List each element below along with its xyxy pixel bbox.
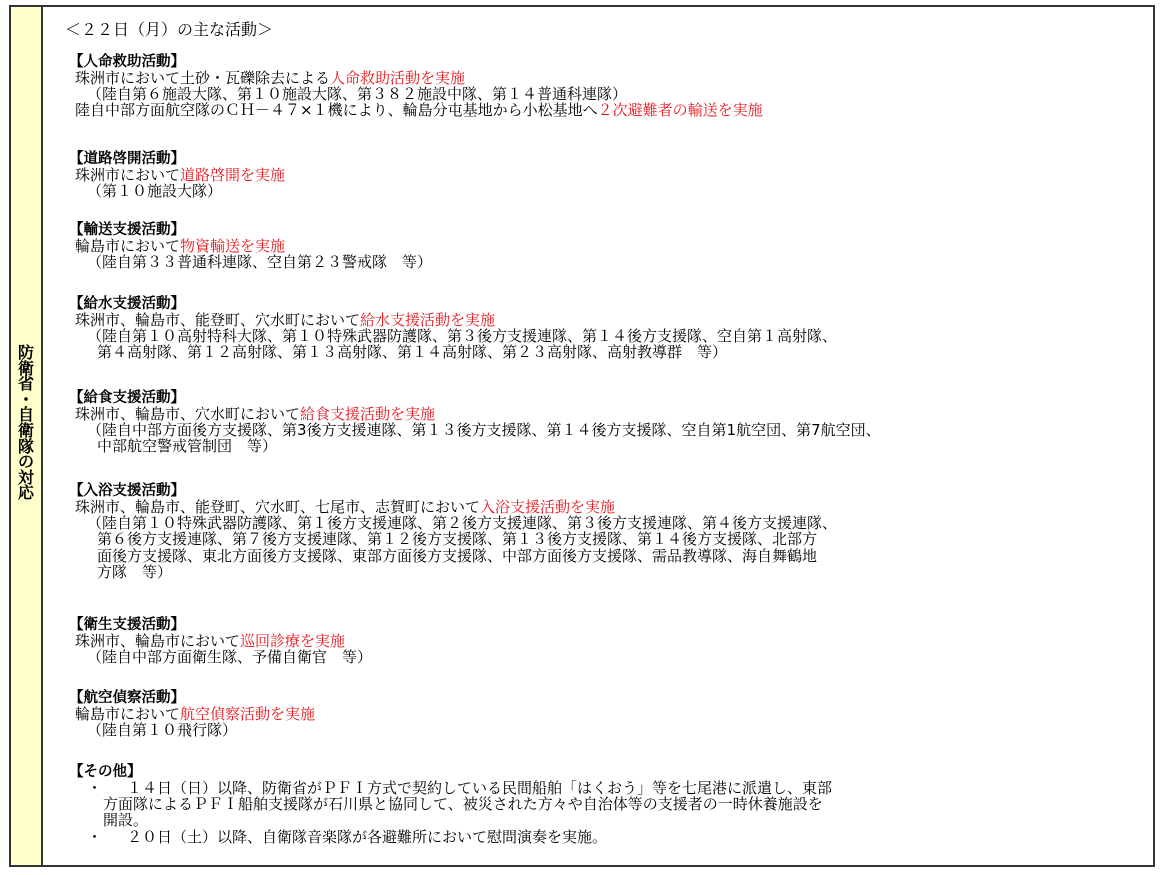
section-title: 【衛生支援活動】 (69, 617, 185, 633)
section-food-supply (69, 390, 881, 455)
side-label-char: 自 (17, 405, 34, 425)
section-other (69, 764, 832, 845)
content-area (43, 7, 1153, 865)
unit-line: （陸自中部方面後方支援隊、第3後方支援連隊、第１３後方支援隊、第１４後方支援隊、空自第1航空団、第7航空団、 (87, 421, 881, 440)
bullet-marker: ・ (87, 827, 103, 846)
section-title: 【給食支援活動】 (69, 390, 185, 406)
line-text: 珠洲市において土砂・瓦礫除去による (75, 69, 331, 87)
bullet-item (87, 780, 832, 829)
line-highlight: 入浴支援活動を実施 (480, 498, 616, 516)
section-aerial-reconnaissance (69, 690, 315, 738)
section-title: 【航空偵察活動】 (69, 690, 185, 706)
line-highlight: 給水支援活動を実施 (360, 311, 496, 329)
section-rescue (69, 54, 763, 119)
unit-line: （第１０施設大隊） (87, 182, 223, 201)
line-text: 珠洲市、輪島市、穴水町において (75, 405, 301, 423)
bullet-item (87, 829, 832, 845)
section-title: 【その他】 (69, 764, 142, 780)
section-line (75, 102, 763, 118)
section-line (75, 633, 372, 649)
section-line (75, 238, 432, 254)
side-label-char: の (17, 452, 34, 472)
bullet-line: 開設。 (103, 811, 149, 830)
side-label-char: 防 (17, 343, 34, 362)
line-highlight: 道路啓開を実施 (180, 166, 286, 184)
unit-line: 面後方支援隊、東北方面後方支援隊、東部方面後方支援隊、中部方面後方支援隊、需品教導隊、海自舞鶴地 (97, 546, 818, 565)
side-label-char: 対 (17, 467, 34, 487)
side-label-char: 衛 (17, 420, 34, 440)
section-transport (69, 222, 432, 270)
line-highlight: 人命救助活動を実施 (330, 69, 466, 87)
side-label-char: 省 (17, 374, 34, 394)
side-label (11, 345, 41, 501)
side-label-panel (11, 7, 43, 865)
line-highlight: ２次避難者の輸送を実施 (597, 101, 763, 120)
section-title: 【給水支援活動】 (69, 296, 185, 312)
unit-line: （陸自第６施設大隊、第１０施設大隊、第３８２施設中隊、第１４普通科連隊） (87, 85, 628, 104)
unit-line: （陸自中部方面衛生隊、予備自衛官 等） (87, 648, 373, 667)
unit-line: 第４高射隊、第１２高射隊、第１３高射隊、第１４高射隊、第２３高射隊、高射教導群 等） (97, 343, 728, 362)
line-text: 珠洲市において (75, 166, 181, 184)
bullet-line: ２０日（土）以降、自衛隊音楽隊が各避難所において慰問演奏を実施。 (127, 827, 608, 846)
section-line (75, 70, 763, 86)
line-text: 輪島市において (75, 705, 181, 723)
unit-line: （陸自第３３普通科連隊、空自第２３警戒隊 等） (87, 253, 433, 272)
section-line (75, 312, 837, 328)
section-water-supply (69, 296, 837, 361)
section-title: 【入浴支援活動】 (69, 483, 185, 499)
bullet-marker: ・ (87, 779, 103, 797)
line-highlight: 物資輸送を実施 (180, 237, 286, 255)
side-label-char: 応 (17, 483, 34, 503)
section-title: 【輸送支援活動】 (69, 222, 185, 238)
unit-line: （陸自第１０飛行隊） (87, 721, 238, 740)
side-label-char: 隊 (17, 436, 34, 456)
unit-line: 第６後方支援連隊、第７後方支援連隊、第１２後方支援隊、第１３後方支援隊、第１４後方支援隊、北部方 (97, 530, 818, 549)
unit-line: 方隊 等） (97, 562, 173, 581)
unit-line: （陸自第１０高射特科大隊、第１０特殊武器防護隊、第３後方支援連隊、第１４後方支援隊、空自第１高射隊、 (87, 327, 838, 346)
line-text: 陸自中部方面航空隊のＣＨ－４７×１機により、輪島分屯基地から小松基地へ (75, 101, 598, 120)
section-medical-support (69, 617, 372, 665)
line-text: 珠洲市、輪島市において (75, 632, 241, 650)
line-text: 珠洲市、輪島市、能登町、穴水町において (75, 311, 361, 329)
bullet-line: 方面隊によるＰＦＩ船舶支援隊が石川県と協同して、被災された方々や自治体等の支援者の一時休養施設を (103, 795, 823, 814)
document-frame (9, 5, 1155, 867)
section-title: 【人命救助活動】 (69, 54, 185, 70)
day-header: ＜２２日（月）の主な活動＞ (65, 20, 274, 39)
line-highlight: 給食支援活動を実施 (300, 405, 436, 423)
line-highlight: 航空偵察活動を実施 (180, 705, 316, 723)
section-line (75, 706, 315, 722)
line-text: 珠洲市、輪島市、能登町、穴水町、七尾市、志賀町において (75, 498, 481, 516)
section-bathing-support (69, 483, 837, 580)
section-line (75, 499, 837, 515)
line-highlight: 巡回診療を実施 (240, 632, 346, 650)
bullet-line: １４日（日）以降、防衛省がＰＦＩ方式で契約している民間船舶「はくおう」等を七尾港に派遣し、東部 (127, 779, 833, 797)
section-line (75, 167, 285, 183)
side-label-char: 衛 (17, 358, 34, 378)
section-title: 【道路啓開活動】 (69, 151, 185, 167)
section-line (75, 406, 881, 422)
line-text: 輪島市において (75, 237, 181, 255)
side-label-char: ・ (17, 389, 34, 409)
section-road-clearing (69, 151, 285, 199)
unit-line: （陸自第１０特殊武器防護隊、第１後方支援連隊、第２後方支援連隊、第３後方支援連隊、第４後方支援連隊、 (87, 514, 838, 533)
unit-line: 中部航空警戒管制団 等） (97, 437, 278, 456)
